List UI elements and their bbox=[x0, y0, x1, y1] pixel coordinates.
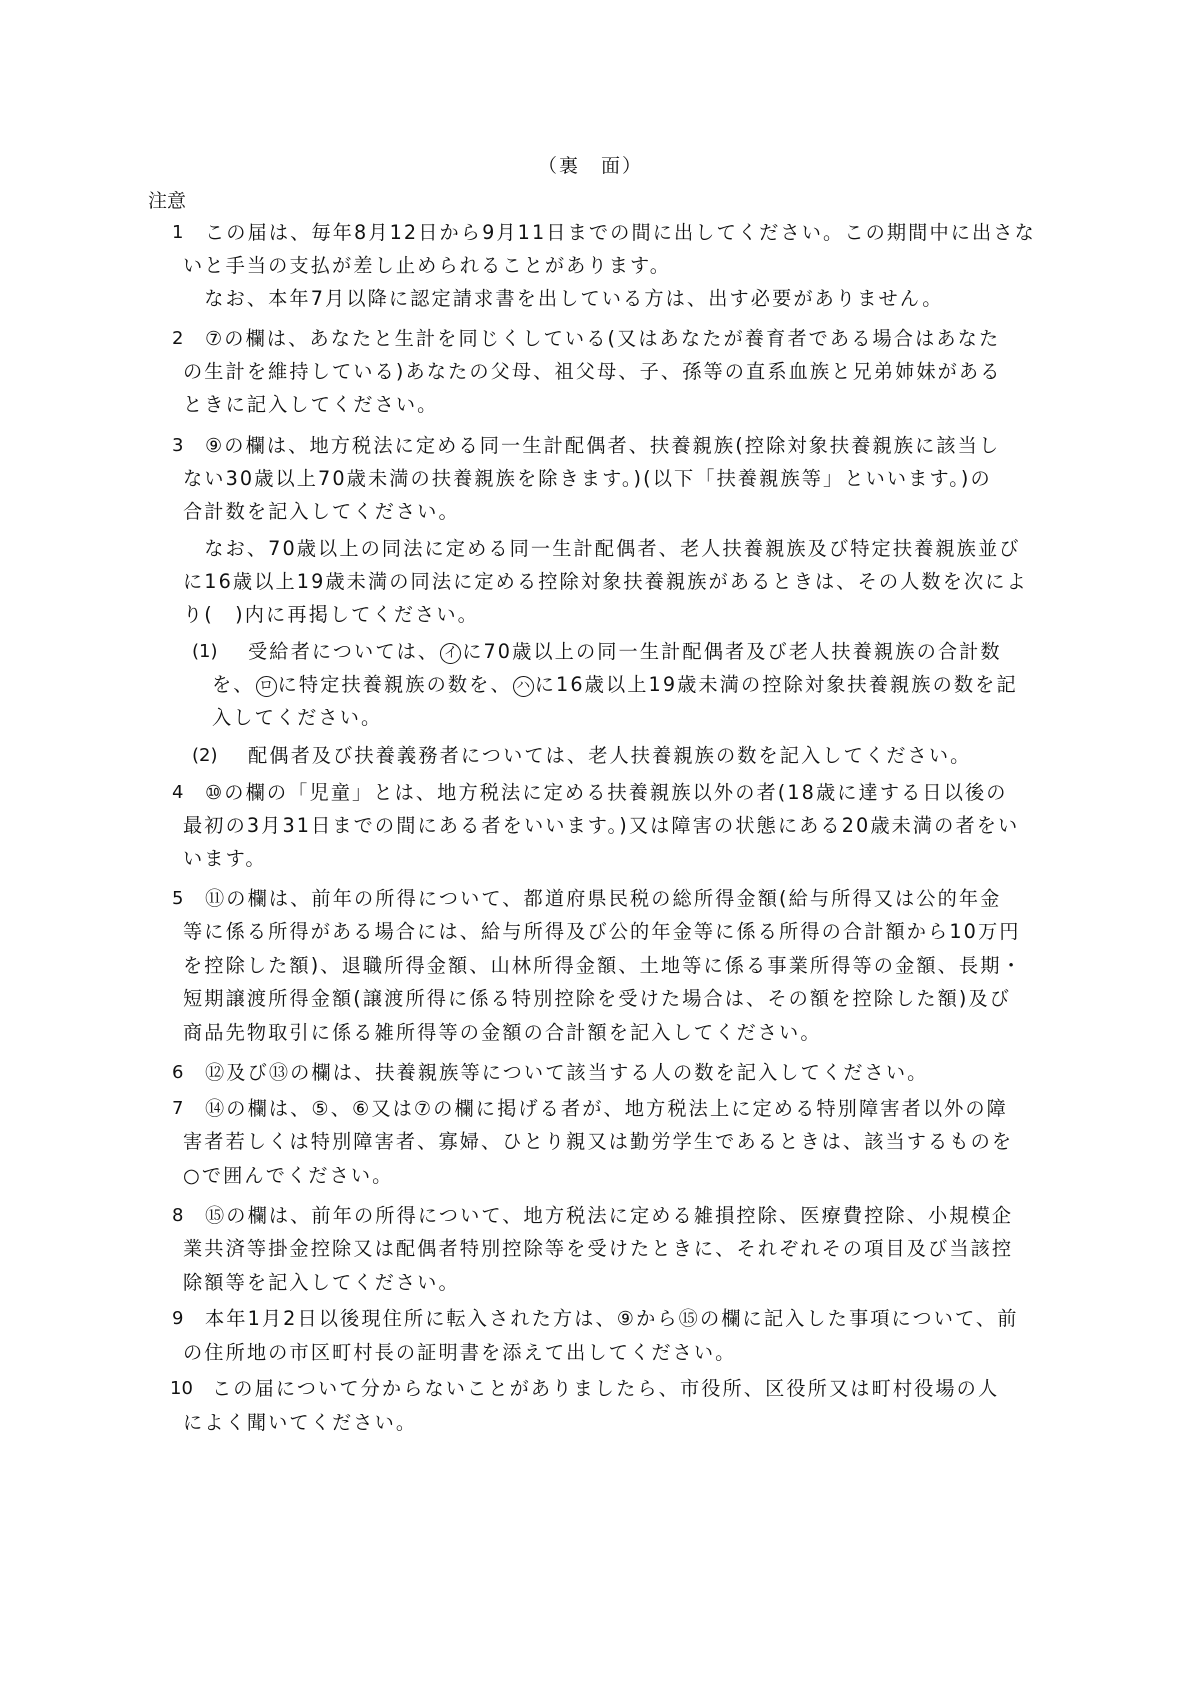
subitem-text: に特定扶養親族の数を、 bbox=[277, 673, 512, 696]
subitem-text: を、 bbox=[212, 673, 255, 696]
item-line: ⑪の欄は、前年の所得について、都道府県民税の総所得金額(給与所得又は公的年金 bbox=[205, 887, 1002, 910]
item-number: 3 bbox=[172, 435, 184, 456]
item-line: の住所地の市区町村長の証明書を添えて出してください。 bbox=[183, 1341, 737, 1364]
item-line: 商品先物取引に係る雑所得等の金額の合計額を記入してください。 bbox=[183, 1021, 822, 1044]
item-number: 6 bbox=[172, 1062, 184, 1083]
item-number: 2 bbox=[172, 328, 184, 349]
subitem-line bbox=[212, 669, 1018, 701]
item-line: ○で囲んでください。 bbox=[183, 1164, 394, 1187]
notes-heading: 注意 bbox=[148, 190, 187, 212]
item-line: ⑦の欄は、あなたと生計を同じくしている(又はあなたが養育者である場合はあなた bbox=[205, 327, 1001, 350]
item-line: ときに記入してください。 bbox=[183, 393, 439, 416]
item-number: 1 bbox=[172, 222, 184, 243]
subitem-line: 配偶者及び扶養義務者については、老人扶養親族の数を記入してください。 bbox=[248, 744, 972, 767]
item-number: 5 bbox=[172, 888, 184, 909]
item-number: 9 bbox=[172, 1308, 184, 1329]
item-line: によく聞いてください。 bbox=[183, 1411, 418, 1434]
item-line: いと手当の支払が差し止められることがあります。 bbox=[183, 254, 672, 277]
item-line: に16歳以上19歳未満の同法に定める控除対象扶養親族があるときは、その人数を次によ bbox=[183, 570, 1028, 593]
subitem-text: に70歳以上の同一生計配偶者及び老人扶養親族の合計数 bbox=[462, 640, 1002, 663]
item-line: 等に係る所得がある場合には、給与所得及び公的年金等に係る所得の合計額から10万円 bbox=[183, 920, 1021, 943]
item-line: なお、本年7月以降に認定請求書を出している方は、出す必要がありません。 bbox=[183, 287, 944, 310]
circled-mark-ro: ロ bbox=[256, 676, 277, 697]
subitem-text: 受給者については、 bbox=[248, 640, 440, 663]
item-line: います。 bbox=[183, 847, 267, 870]
circled-mark-i: イ bbox=[440, 643, 461, 664]
item-line: の生計を維持している)あなたの父母、祖父母、子、孫等の直系血族と兄弟姉妹がある bbox=[183, 360, 1002, 383]
item-line: 短期譲渡所得金額(譲渡所得に係る特別控除を受けた場合は、その額を控除した額)及び bbox=[183, 987, 1012, 1010]
circled-mark-ha: ハ bbox=[513, 676, 534, 697]
item-line: 害者若しくは特別障害者、寡婦、ひとり親又は勤労学生であるときは、該当するものを bbox=[183, 1130, 1014, 1153]
subitem-number: (2) bbox=[192, 745, 218, 766]
item-line: ⑫及び⑬の欄は、扶養親族等について該当する人の数を記入してください。 bbox=[205, 1061, 929, 1084]
item-line: ⑨の欄は、地方税法に定める同一生計配偶者、扶養親族(控除対象扶養親族に該当し bbox=[205, 434, 1001, 457]
item-line: 合計数を記入してください。 bbox=[183, 500, 460, 523]
item-number: 10 bbox=[170, 1378, 193, 1399]
item-line: り( )内に再掲してください。 bbox=[183, 603, 479, 626]
page-title: （裏 面） bbox=[537, 155, 643, 177]
item-line: ⑩の欄の「児童」とは、地方税法に定める扶養親族以外の者(18歳に達する日以後の bbox=[205, 781, 1008, 804]
subitem-number: (1) bbox=[192, 641, 218, 662]
item-number: 4 bbox=[172, 782, 184, 803]
subitem-line bbox=[248, 636, 1002, 668]
item-line: ⑮の欄は、前年の所得について、地方税法に定める雑損控除、医療費控除、小規模企 bbox=[205, 1204, 1014, 1227]
item-line: ない30歳以上70歳未満の扶養親族を除きます。)(以下「扶養親族等」といいます。)の bbox=[183, 467, 992, 490]
item-line: 除額等を記入してください。 bbox=[183, 1271, 460, 1294]
item-line: 最初の3月31日までの間にある者をいいます。)又は障害の状態にある20歳未満の者をい bbox=[183, 814, 1020, 837]
item-line: この届は、毎年8月12日から9月11日までの間に出してください。この期間中に出さな bbox=[205, 221, 1036, 244]
subitem-text: に16歳以上19歳未満の控除対象扶養親族の数を記 bbox=[534, 673, 1018, 696]
item-line: 本年1月2日以後現住所に転入された方は、⑨から⑮の欄に記入した事項について、前 bbox=[205, 1307, 1019, 1330]
item-line: ⑭の欄は、⑤、⑥又は⑦の欄に掲げる者が、地方税法上に定める特別障害者以外の障 bbox=[205, 1097, 1008, 1120]
subitem-line: 入してください。 bbox=[212, 706, 383, 729]
item-line: 業共済等掛金控除又は配偶者特別控除等を受けたときに、それぞれその項目及び当該控 bbox=[183, 1237, 1014, 1260]
item-line: を控除した額)、退職所得金額、山林所得金額、土地等に係る事業所得等の金額、長期・ bbox=[183, 954, 1023, 977]
item-line: なお、70歳以上の同法に定める同一生計配偶者、老人扶養親族及び特定扶養親族並び bbox=[183, 537, 1021, 560]
item-line: この届について分からないことがありましたら、市役所、区役所又は町村役場の人 bbox=[212, 1377, 1000, 1400]
item-number: 7 bbox=[172, 1098, 184, 1119]
item-number: 8 bbox=[172, 1205, 184, 1226]
